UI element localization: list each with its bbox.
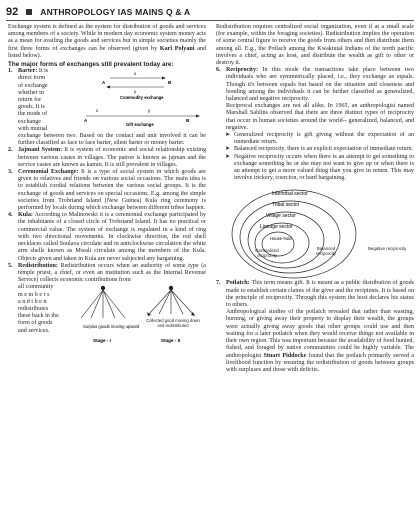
- household-label: House-hold: [270, 236, 292, 242]
- forms-heading: The major forms of exchanges still prevalent today are:: [8, 61, 174, 69]
- header-rule: [6, 20, 414, 21]
- item-barter: 1. Barter: It is direct form of exchange whether in return for goods. It is the mode of exchange with mutual x A B y Commodity exchange x y A B Gift exchange exchange between two. Based on the contact and unit involved it can be further classified as face to face barter, silent barter or money barter.: [8, 68, 206, 147]
- generalized-label: Generalized reciprocity: [255, 248, 279, 259]
- item-reciprocity: 6. Reciprocity: In this mode the transactions take place between two individuals who are symmetrically placed, i.e., they exchange as equals. Though it's between equals but based on the situation and closeness and bonding among the individuals it can be further classified as generalized, balanced and negative reciprocity. Reciprocal exchanges are not all alike. In 1965, an anthropologist named Marshall Sahlins observed that there are three distinct types of reciprocity that occur in human societies around the world-- generalized, balanced, and negative.: [216, 67, 414, 131]
- tribal-label: Tribal sector: [272, 202, 300, 209]
- stage1-label: Stage - I: [93, 338, 111, 344]
- stage1-caption: Surplus goods moving upward: [83, 324, 140, 330]
- right-column: [216, 24, 414, 374]
- balanced-label: Balanced reciprocity: [315, 246, 336, 257]
- reciprocity-diagram: [216, 182, 414, 280]
- bullet-generalized: ➤ Generalized reciprocity is gift giving without the expectation of an immediate return.: [225, 132, 414, 146]
- bullet-balanced: ➤ Balanced reciprocity, there is an explicit expectation of immediate return.: [225, 146, 414, 153]
- barter-diagram: [82, 68, 202, 132]
- barter-a-bottom: A: [84, 118, 88, 124]
- barter-a-top: A: [102, 80, 106, 86]
- item-kula: 4. Kula: According to Malinowski it is a ceremonial exchange participated by the inhabitants of a closed circle of Trobriand Island. It has no practical or commercial value. The system of exchange is regulated in a kind of ring with two directional movements. In clockwise direction, the red shell necklaces called Soulava circulate and in anticlockwise circulation the white arm shells known as Mwali circulate among the members of the Kula. Objects given and taken in Kula are never subjected any bargaining.: [8, 212, 206, 262]
- stage2-caption: Collected good moving down and redistributed: [146, 318, 200, 329]
- redistribution-continued: Redistribution requires centralized social organization, even if at a small scale (for example, within the foraging societies). Redistribution implies the operation of some central figure to receive the goods from others and then distribute them among all. E.g., the Potlach among the Kwakiutal Indians of the north pacific involves a chief, acting as host, and distribute the wealth as gift to other or destroy it.: [216, 24, 414, 67]
- running-title: ANTHROPOLOGY IAS MAINS Q & A: [40, 7, 191, 17]
- item-ceremonial: 3. Ceremonial Exchange: It is a type of social system in which goods are given to relatives and friends on various social occasions. The main idea is to establish cordial relations between the various social groups. It is the exchange of goods and services on special occasions. E.g. among the simple societies from Trobriand Island (New Guinea) Kula ring ceremony is performed by locals during which exchange between different tribes happen.: [8, 169, 206, 212]
- lineage-label: Lineage sector: [260, 224, 293, 231]
- item-jajmani: 2. Jajmani System: It is system of economic and social relationship existing between various castes in villages. The patron is known as jajman and the service castes are known as kamin. It is still prevalent in villages.: [8, 147, 206, 168]
- barter-b-bottom: B: [186, 118, 190, 124]
- barter-x-top: x: [134, 71, 137, 77]
- item-redistribution: 5. Redistribution: Redistribution occurs when an authority of some type (a temple priest, a chief, or even an institution such as the Internal Revenue Service) collects economic contributions from all community m e m b e r s a n d t h e n redistributes these back in the form of goods and services. Surplus goods moving upward Stage - I Collected good moving down and redistributed Stage - II: [8, 263, 206, 347]
- left-column: [8, 24, 206, 346]
- intertribal-label: Intertribal sector: [272, 191, 308, 198]
- page-number: 92: [6, 6, 19, 18]
- village-label: Village sector: [266, 213, 296, 220]
- redistribution-diagram: [75, 284, 205, 346]
- page-header: [6, 5, 414, 19]
- item-potlatch: 7. Potlatch: This term means gift. It is meant as a public distribution of goods made to establish certain claims of the giver and the recipients. It is based on the principle of reciprocity. Through this system the host declares his status to others. Anthropological studies of the potlatch revealed that rather than wasting, burning, or giving away their property to display their wealth, the groups were actually giving away goods that other groups could use and then waiting for a later potlatch when they would receive things not available in their own region. This was important because the availability of food hunted, fished, and foraged by native communities could be highly variable. The anthropologist Stuart Piddocke found that the potlatch primarily served a livelihood function by ensuring the redistribution of goods between groups with surpluses and those with deficits.: [216, 280, 414, 373]
- commodity-caption: Commodity exchange: [120, 95, 164, 101]
- barter-x-bottom: x: [96, 108, 99, 114]
- barter-y-bottom: y: [148, 108, 151, 114]
- barter-y-top: y: [134, 89, 137, 95]
- stage2-label: Stage - II: [161, 338, 181, 344]
- intro-paragraph: Exchange system is defined as the system for distribution of goods and services among members of a society. While in modern day economic system money acts as a mean for availing the goods and services but in simple societies mainly the first three forms of exchanges can be observed (given by Karl Polyani and listed below).: [8, 24, 206, 59]
- bullet-negative: ➤ Negative reciprocity occurs when there is an attempt to get something to exchange something he or she may not want to give up or when there is an attempt to get a more valued thing than you give in return. This may involve trickery, coercion, or hard bargaining.: [225, 153, 414, 182]
- negative-label: Negative reciprocity: [367, 246, 407, 252]
- gift-caption: Gift exchange: [126, 122, 154, 128]
- square-bullet-icon: [26, 9, 32, 15]
- barter-b-top: B: [168, 80, 172, 86]
